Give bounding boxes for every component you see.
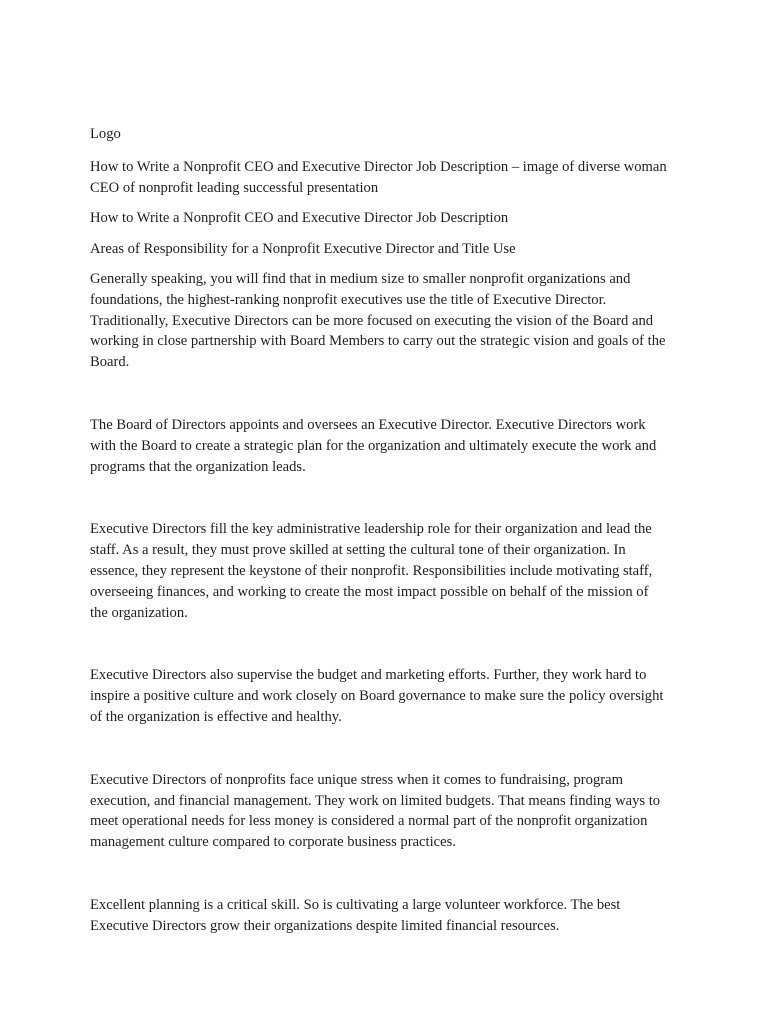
image-caption: How to Write a Nonprofit CEO and Executive Director Job Description – image of diverse woman CEO of nonprofit leading successful presentation bbox=[90, 158, 667, 196]
paragraph-3: Executive Directors fill the key administrative leadership role for their organization and lead the staff. As a result, they must prove skilled at setting the cultural tone of their organization. In essence, they represent the keystone of their nonprofit. Responsibilities include motivating staff, overseeing finances, and working to create the most impact possible on behalf of the mission of the organization. bbox=[90, 521, 653, 621]
paragraph-4: Executive Directors also supervise the budget and marketing efforts. Further, they work hard to inspire a positive culture and work closely on Board governance to make sure the policy oversight of the organization is effective and healthy. bbox=[90, 667, 664, 725]
paragraph-2: The Board of Directors appoints and oversees an Executive Director. Executive Directors work with the Board to create a strategic plan for the organization and ultimately execute the work and programs that the organization leads. bbox=[90, 416, 657, 475]
section-heading: Areas of Responsibility for a Nonprofit Executive Director and Title Use bbox=[90, 241, 516, 258]
paragraph-6: Excellent planning is a critical skill. So is cultivating a large volunteer workforce. The best Executive Directors grow their organizations despite limited financial resources. bbox=[90, 896, 621, 934]
page-title: How to Write a Nonprofit CEO and Executive Director Job Description bbox=[90, 210, 509, 227]
paragraph-5: Executive Directors of nonprofits face unique stress when it comes to fundraising, program execution, and financial management. They work on limited budgets. That means finding ways to meet operational needs for less money is considered a normal part of the nonprofit organization management culture compared to corporate business practices. bbox=[90, 771, 661, 851]
logo-text: Logo bbox=[90, 126, 121, 142]
paragraph-1: Generally speaking, you will find that in medium size to smaller nonprofit organizations and foundations, the highest-ranking nonprofit executives use the title of Executive Director. Traditionally, Executive Directors can be more focused on executing the vision of the Board and working in close partnership with Board Members to carry out the strategic vision and goals of the Board. bbox=[90, 270, 666, 371]
body-text bbox=[90, 269, 668, 937]
